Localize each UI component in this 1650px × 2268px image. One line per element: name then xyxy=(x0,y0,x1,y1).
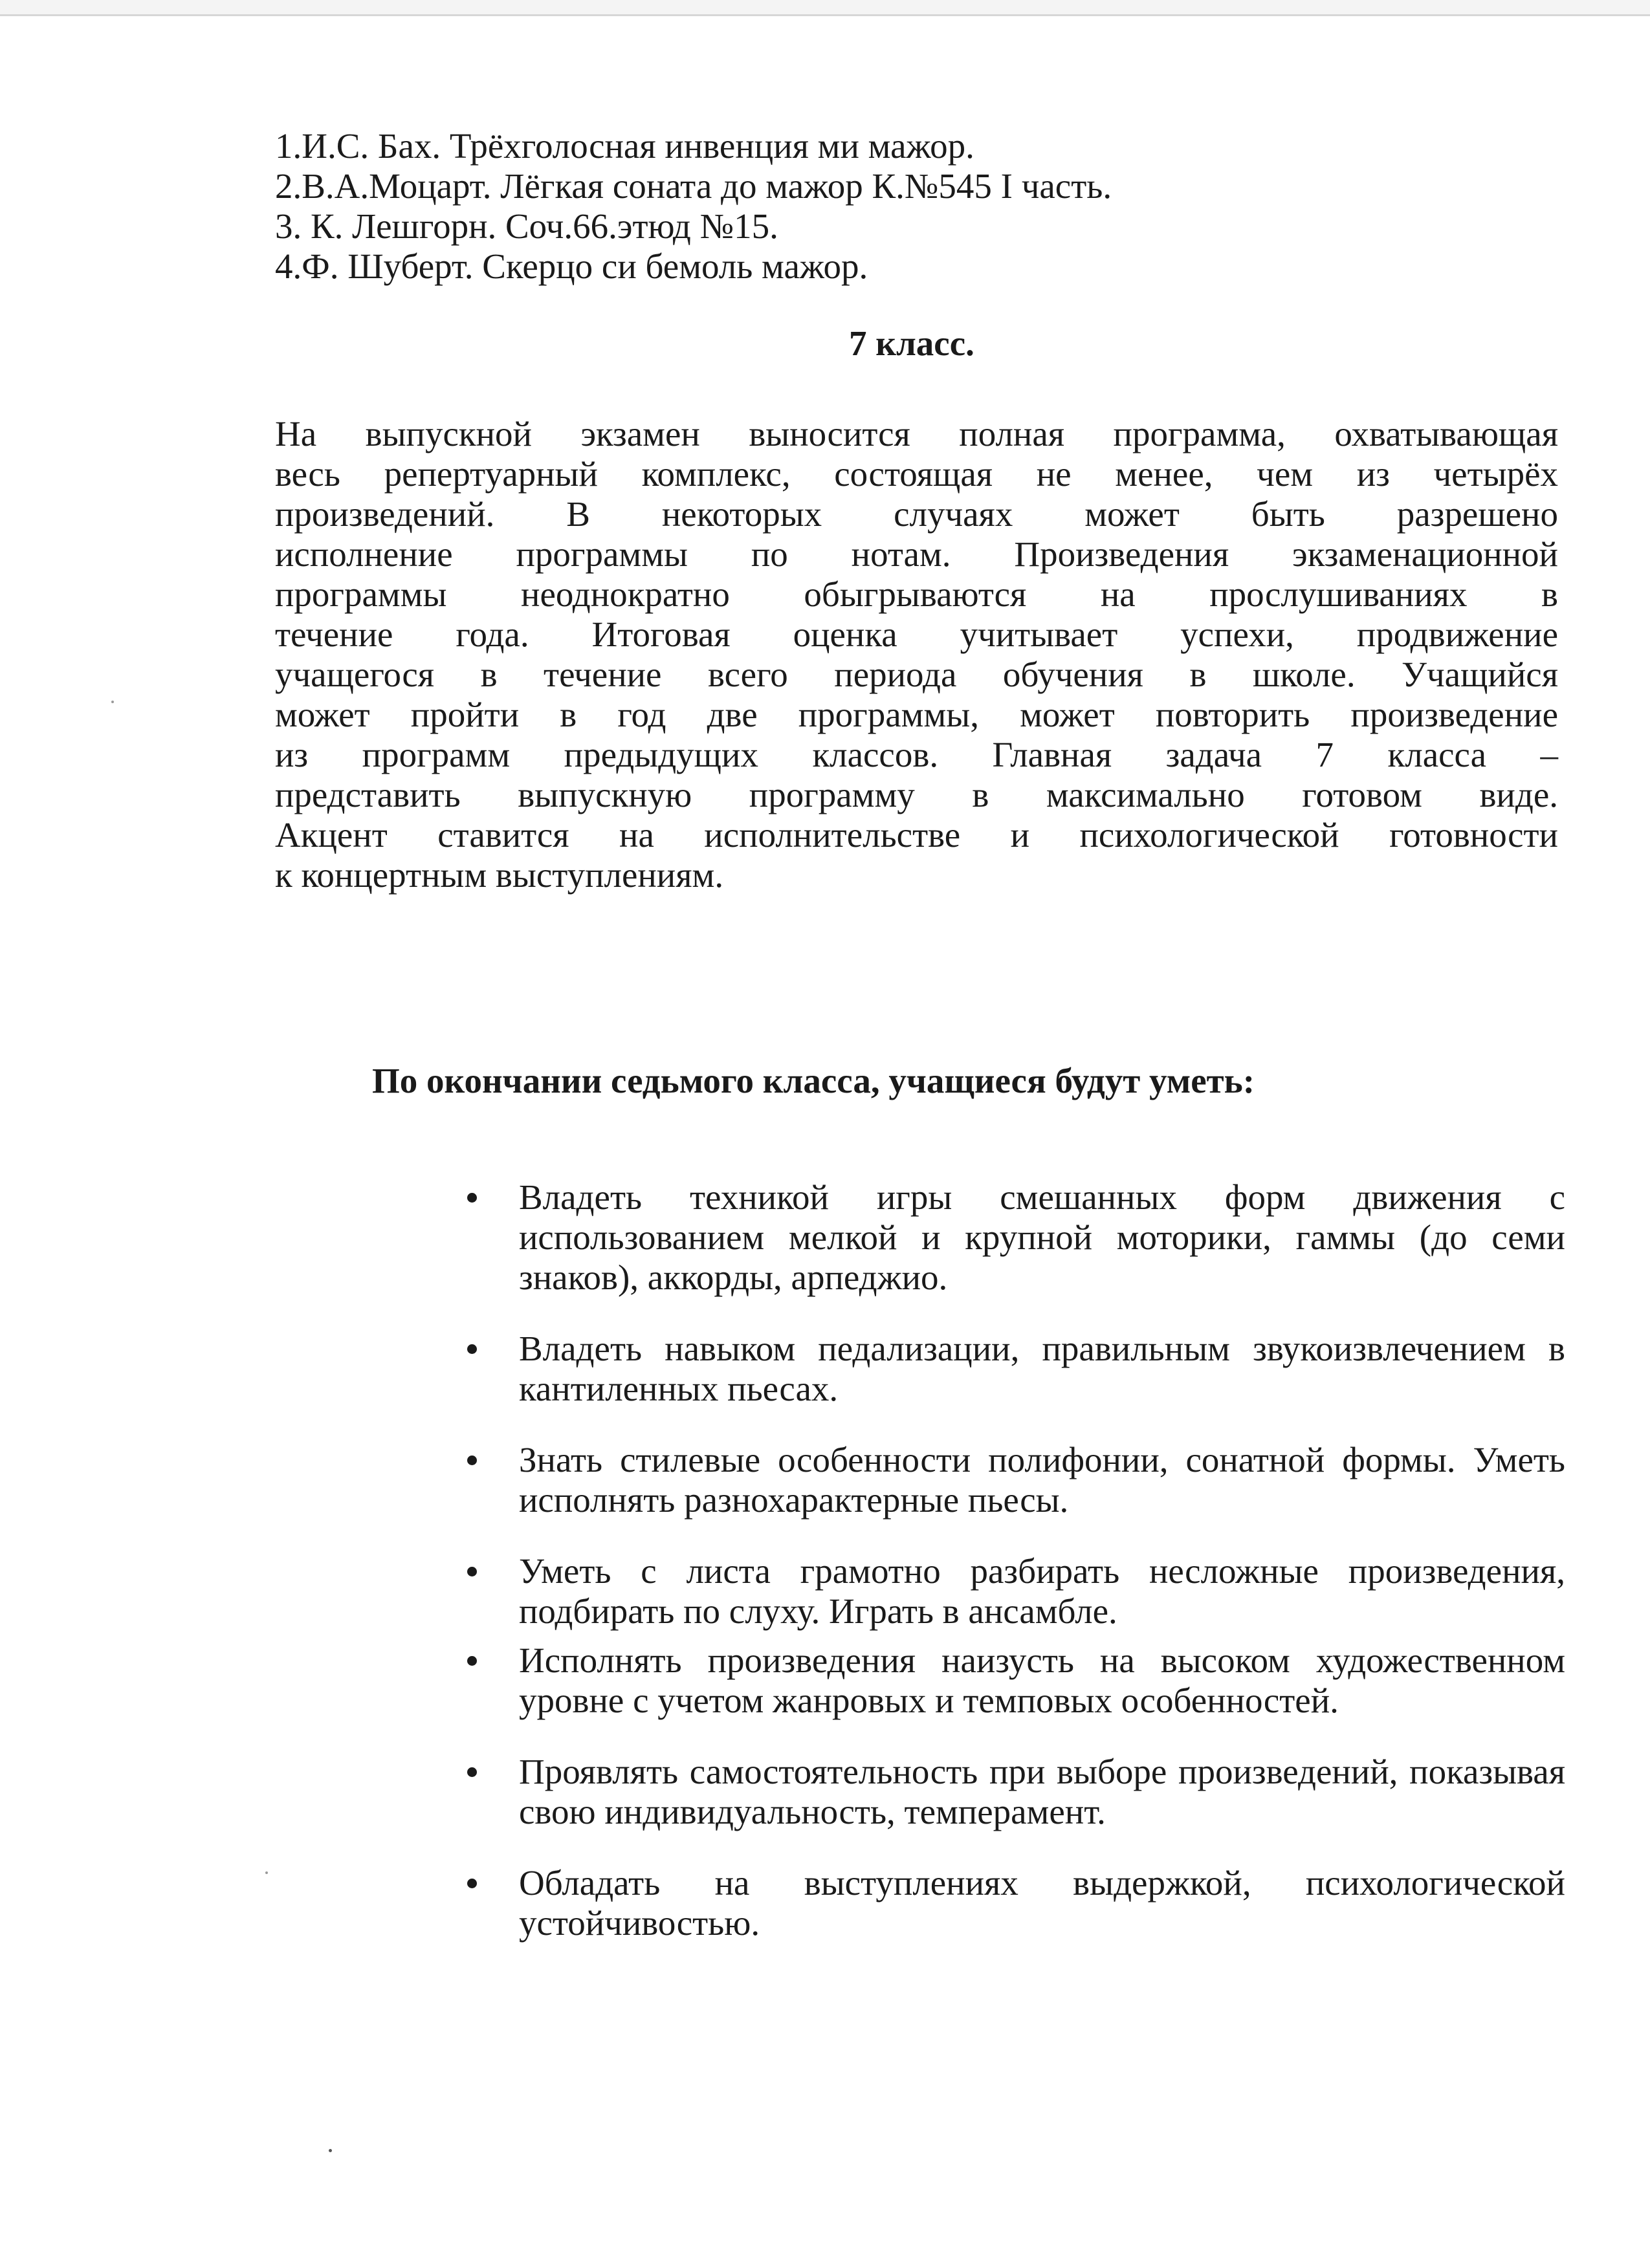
skills-list xyxy=(453,1177,1579,1943)
skill-text: Владеть техникой игры смешанных форм движения с использованием мелкой и крупной моторики, гаммы (до семи знаков), аккорды, арпеджио. xyxy=(519,1177,1565,1297)
scan-speck xyxy=(111,701,114,703)
skill-item xyxy=(453,1440,1579,1520)
paragraph-line: На выпускной экзамен выносится полная программа, охватывающая xyxy=(275,414,1558,453)
skill-text: Уметь с листа грамотно разбирать несложные произведения, подбирать по слуху. Играть в ансамбле. xyxy=(519,1551,1565,1631)
bullet-icon xyxy=(467,1344,477,1354)
skill-item xyxy=(453,1177,1579,1298)
skill-text: Владеть навыком педализации, правильным звукоизвлечением в кантиленных пьесах. xyxy=(519,1329,1565,1408)
skill-item xyxy=(453,1551,1579,1631)
skill-item xyxy=(453,1863,1579,1943)
paragraph-line: течение года. Итоговая оценка учитывает успехи, продвижение xyxy=(275,615,1558,654)
paragraph-line: может пройти в год две программы, может повторить произведение xyxy=(275,695,1558,734)
bullet-icon xyxy=(467,1767,477,1777)
paragraph-line: представить выпускную программу в максимально готовом виде. xyxy=(275,775,1558,814)
program-item: 2.В.А.Моцарт. Лёгкая соната до мажор К.№545 I часть. xyxy=(275,166,1112,206)
program-item: 1.И.С. Бах. Трёхголосная инвенция ми мажор. xyxy=(275,126,974,166)
bullet-icon xyxy=(467,1193,477,1203)
skill-text: Обладать на выступлениях выдержкой, психологической устойчивостью. xyxy=(519,1863,1565,1943)
scan-edge xyxy=(0,0,1650,16)
skill-text: Исполнять произведения наизусть на высоком художественном уровне с учетом жанровых и темповых особенностей. xyxy=(519,1641,1565,1720)
program-item: 3. К. Лешгорн. Соч.66.этюд №15. xyxy=(275,206,778,246)
skills-heading: По окончании седьмого класса, учащиеся будут уметь: xyxy=(372,1061,1255,1100)
program-list xyxy=(275,126,1440,287)
paragraph-line: Акцент ставится на исполнительстве и психологической готовности xyxy=(275,815,1558,855)
paragraph-line: учащегося в течение всего периода обучения в школе. Учащийся xyxy=(275,655,1558,694)
bullet-icon xyxy=(467,1656,477,1666)
bullet-icon xyxy=(467,1567,477,1576)
paragraph-line: к концертным выступлениям. xyxy=(275,855,724,895)
program-item: 4.Ф. Шуберт. Скерцо си бемоль мажор. xyxy=(275,246,868,286)
paragraph-line: весь репертуарный комплекс, состоящая не менее, чем из четырёх xyxy=(275,454,1558,494)
paragraph-line: произведений. В некоторых случаях может быть разрешено xyxy=(275,494,1558,534)
skill-text: Проявлять самостоятельность при выборе произведений, показывая свою индивидуальность, темперамент. xyxy=(519,1752,1565,1831)
paragraph-line: программы неоднократно обыгрываются на прослушиваниях в xyxy=(275,574,1558,614)
bullet-icon xyxy=(467,1879,477,1888)
bullet-icon xyxy=(467,1456,477,1465)
scan-speck xyxy=(265,1871,268,1874)
grade-heading: 7 класс. xyxy=(849,323,974,363)
skill-item xyxy=(453,1752,1579,1832)
paragraph-line: из программ предыдущих классов. Главная задача 7 класса – xyxy=(275,735,1558,774)
scan-speck xyxy=(329,2149,332,2152)
paragraph-line: исполнение программы по нотам. Произведения экзаменационной xyxy=(275,534,1558,574)
skill-item xyxy=(453,1329,1579,1409)
skill-text: Знать стилевые особенности полифонии, сонатной формы. Уметь исполнять разнохарактерные пьесы. xyxy=(519,1440,1565,1520)
body-paragraph xyxy=(275,414,1558,895)
skill-item xyxy=(453,1641,1579,1721)
